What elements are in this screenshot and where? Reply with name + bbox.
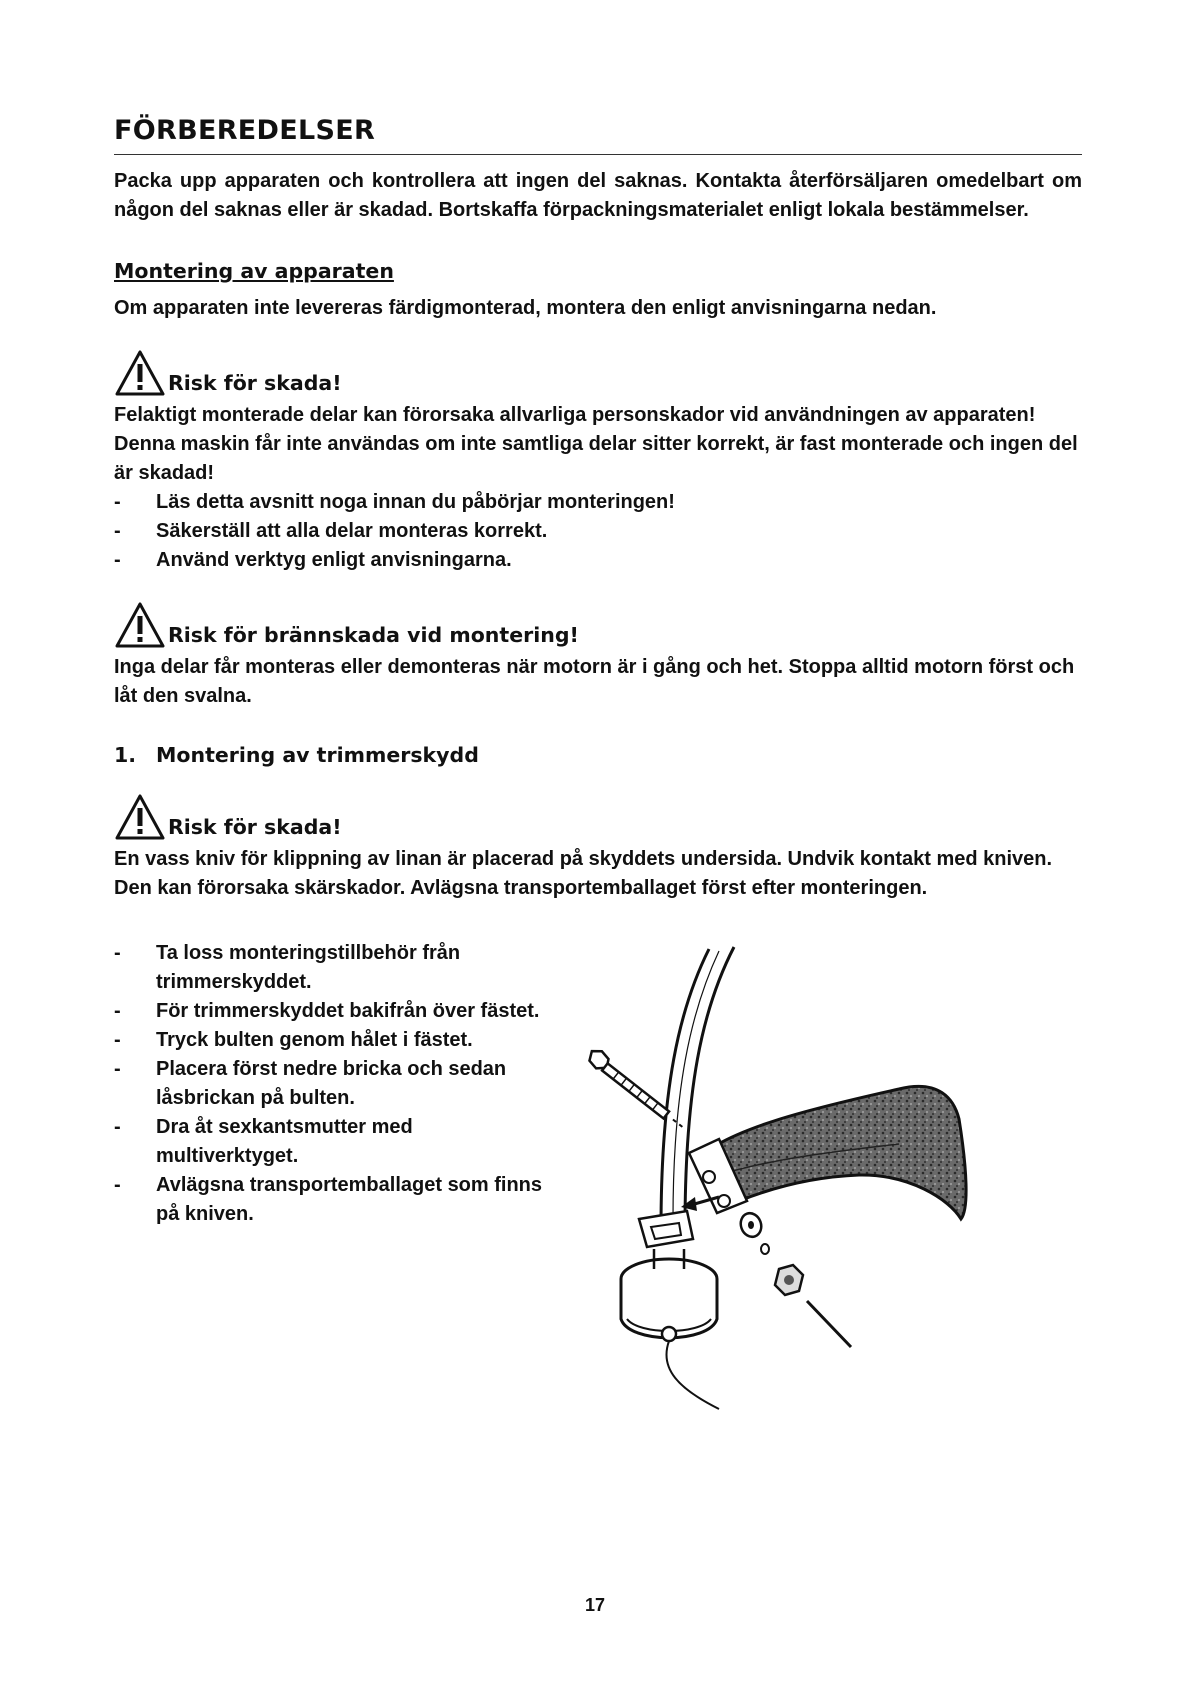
trimmer-guard-illustration (569, 939, 1029, 1429)
warning-title-3: Risk för skada! (168, 815, 342, 839)
list-item: - Dra åt sexkantsmutter med multiverktyget. (114, 1113, 544, 1171)
warning-triangle-icon (114, 793, 166, 841)
list-item: - Tryck bulten genom hålet i fästet. (114, 1026, 544, 1055)
warning-triangle-icon (114, 601, 166, 649)
assembly-steps-section (114, 939, 1082, 1439)
section-1-heading (114, 743, 1082, 767)
list-item: - Använd verktyg enligt anvisningarna. (114, 546, 1082, 575)
section-number: 1. (114, 743, 137, 767)
warning-text-1: Felaktigt monterade delar kan förorsaka allvarliga personskador vid användningen av apparaten! Denna maskin får inte användas om inte samtliga delar sitter korrekt, är fast monterade och ingen del är skadad! (114, 404, 1078, 484)
warning-list-1 (114, 488, 1082, 575)
page-title: FÖRBEREDELSER (114, 115, 1082, 155)
warning-title-2: Risk för brännskada vid montering! (168, 623, 579, 647)
list-item: - Säkerställ att alla delar monteras korrekt. (114, 517, 1082, 546)
intro-paragraph: Packa upp apparaten och kontrollera att ingen del saknas. Kontakta återförsäljaren omedelbart om någon del saknas eller är skadad. Bortskaffa förpackningsmaterialet enligt lokala bestämmelser. (114, 170, 1082, 221)
warning-triangle-icon (114, 349, 166, 397)
assembly-heading: Montering av apparaten (114, 259, 394, 283)
assembly-text: Om apparaten inte levereras färdigmonterad, montera den enligt anvisningarna nedan. (114, 297, 937, 319)
warning-block-3 (114, 791, 1082, 841)
warning-title-1: Risk för skada! (168, 371, 342, 395)
warning-block-2 (114, 599, 1082, 649)
list-item: - Läs detta avsnitt noga innan du påbörjar monteringen! (114, 488, 1082, 517)
page-number: 17 (584, 1595, 606, 1615)
warning-block-1 (114, 347, 1082, 397)
page-content (114, 115, 1082, 1439)
assembly-steps-list (114, 939, 544, 1229)
list-item: - Ta loss monteringstillbehör från trimmerskyddet. (114, 939, 544, 997)
list-item: - För trimmerskyddet bakifrån över fästet. (114, 997, 544, 1026)
warning-text-3: En vass kniv för klippning av linan är placerad på skyddets undersida. Undvik kontakt med kniven. Den kan förorsaka skärskador. Avlägsna transportemballaget först efter monteringen. (114, 848, 1053, 899)
list-item: - Placera först nedre bricka och sedan låsbrickan på bulten. (114, 1055, 544, 1113)
list-item: - Avlägsna transportemballaget som finns på kniven. (114, 1171, 544, 1229)
warning-text-2: Inga delar får monteras eller demonteras när motorn är i gång och het. Stoppa alltid motorn först och låt den svalna. (114, 656, 1075, 707)
section-title: Montering av trimmerskydd (156, 743, 479, 767)
